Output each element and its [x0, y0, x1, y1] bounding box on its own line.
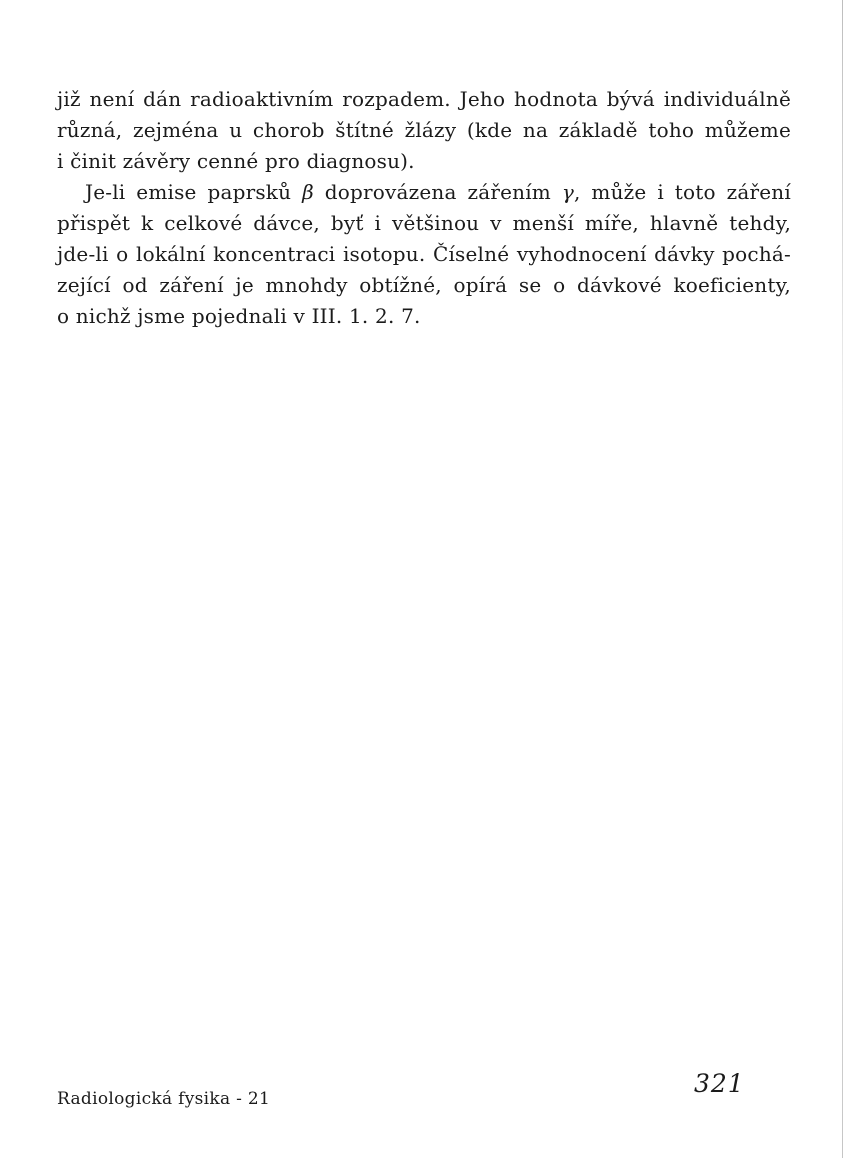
page-number: 321 — [694, 1069, 745, 1098]
scan-edge-artifact — [842, 0, 843, 1158]
text-line: již není dán radioaktivním rozpadem. Jeho hodnota bývá individuálně — [57, 87, 791, 111]
text-line: zející od záření je mnohdy obtížné, opírá se o dávkové koeficienty, — [57, 273, 791, 297]
running-footer-title: Radiologická fysika - 21 — [57, 1089, 271, 1109]
greek-letter: β — [302, 180, 314, 204]
greek-letter: γ — [561, 180, 574, 204]
body-text — [57, 84, 791, 332]
text-line: různá, zejména u chorob štítné žlázy (kde na základě toho můžeme — [57, 118, 791, 142]
text-line: i činit závěry cenné pro diagnosu). — [57, 149, 415, 173]
text-line: o nichž jsme pojednali v III. 1. 2. 7. — [57, 304, 421, 328]
text-line: Je-li emise paprsků β doprovázena zářením γ, může i toto záření — [85, 180, 791, 204]
text-line: přispět k celkové dávce, byť i většinou v menší míře, hlavně tehdy, — [57, 211, 791, 235]
text-line: jde-li o lokální koncentraci isotopu. Číselné vyhodnocení dávky pochá- — [57, 242, 791, 266]
